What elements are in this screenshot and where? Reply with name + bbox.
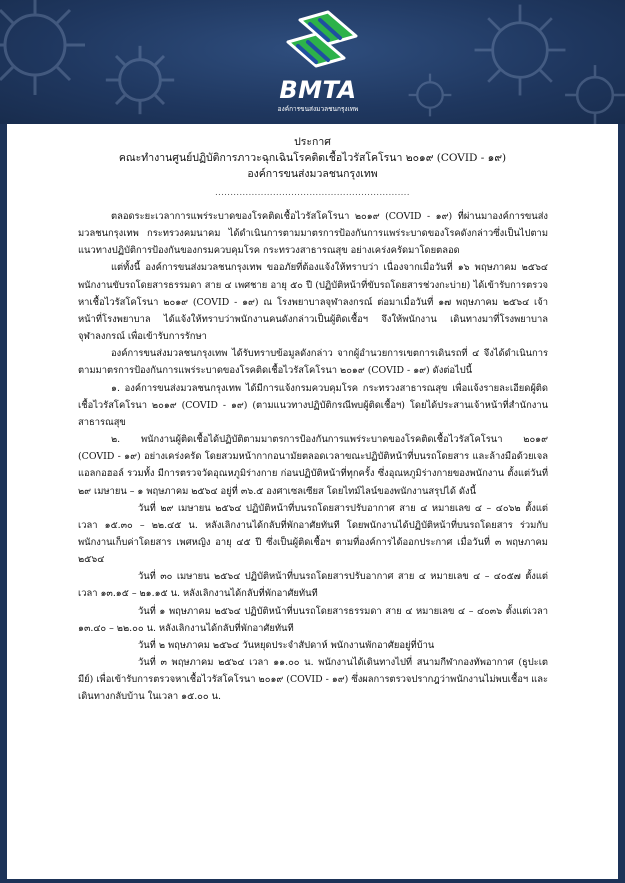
announcement-heading	[7, 134, 618, 182]
heading-line-2: คณะทำงานศูนย์ปฏิบัติการภาวะฉุกเฉินโรคติดเชื้อไวรัสโคโรนา ๒๐๑๙ (COVID - ๑๙)	[118, 152, 507, 164]
timeline-item: วันที่ ๓๐ เมษายน ๒๕๖๔ ปฏิบัติหน้าที่บนรถโดยสารปรับอากาศ สาย ๔ หมายเลข ๔ – ๔๐๕๗ ตั้งแต่เวลา ๑๓.๑๕ – ๒๑.๑๕ น. หลังเลิกงานได้กลับที่พักอาศัยทันที	[78, 571, 548, 600]
heading-divider: ................................................................	[215, 188, 410, 197]
paragraph: ๑. องค์การขนส่งมวลชนกรุงเทพ ได้มีการแจ้งกรมควบคุมโรค กระทรวงสาธารณสุข เพื่อแจ้งรายละเอียดผู้ติดเชื้อไวรัสโคโรนา ๒๐๑๙ (COVID - ๑๙) (ตามแนวทางปฏิบัติกรณีพบผู้ติดเชื้อฯ) โดยได้ประสานเจ้าหน้าที่สำนักงานสาธารณสุข	[78, 382, 548, 428]
paragraph: องค์การขนส่งมวลชนกรุงเทพ ได้รับทราบข้อมูลดังกล่าว จากผู้อำนวยการเขตการเดินรถที่ ๔ จึงได้ดำเนินการตามมาตรการป้องกันการแพร่ระบาดของโรคติดเชื้อไวรัสโคโรนา ๒๐๑๙ (COVID - ๑๙) ดังต่อไปนี้	[78, 348, 548, 377]
logo-subtitle: องค์การขนส่งมวลชนกรุงเทพ	[277, 105, 359, 113]
timeline-item: วันที่ ๒ พฤษภาคม ๒๕๖๔ วันหยุดประจำสัปดาห์ พนักงานพักอาศัยอยู่ที่บ้าน	[138, 639, 435, 651]
virus-decoration-icon	[0, 0, 90, 100]
bmta-logo-mark-icon	[270, 6, 366, 78]
timeline-item: วันที่ ๑ พฤษภาคม ๒๕๖๔ ปฏิบัติหน้าที่บนรถโดยสารธรรมดา สาย ๔ หมายเลข ๔ – ๔๐๓๖ ตั้งแต่เวลา ๑๓.๔๐ – ๒๒.๐๐ น. หลังเลิกงานได้กลับที่พักอาศัยทันที	[78, 605, 548, 634]
heading-line-3: องค์การขนส่งมวลชนกรุงเทพ	[247, 168, 378, 180]
virus-decoration-icon	[560, 60, 625, 124]
header-banner	[0, 0, 625, 124]
paragraph: แต่ทั้งนี้ องค์การขนส่งมวลชนกรุงเทพ ขออภัยที่ต้องแจ้งให้ทราบว่า เนื่องจากเมื่อวันที่ ๑๖ พฤษภาคม ๒๕๖๔ พนักงานขับรถโดยสารธรรมดา สาย ๔ เพศชาย อายุ ๕๐ ปี (ปฏิบัติหน้าที่ขับรถโดยสารช่วงกะบ่าย) ได้เข้ารับการตรวจหาเชื้อไวรัสโคโรนา ๒๐๑๙ (COVID - ๑๙) ณ โรงพยาบาลจุฬาลงกรณ์ ต่อมาเมื่อวันที่ ๑๗ พฤษภาคม ๒๕๖๔ เจ้าหน้าที่โรงพยาบาล ได้แจ้งให้ทราบว่าพนักงานคนดังกล่าวเป็นผู้ติดเชื้อฯ จึงให้พนักงาน เดินทางมาที่โรงพยาบาลจุฬาลงกรณ์ เพื่อเข้ารับการรักษา	[78, 262, 548, 343]
announcement-body	[78, 208, 548, 706]
timeline-item: วันที่ ๓ พฤษภาคม ๒๕๖๔ เวลา ๑๑.๐๐ น. พนักงานได้เดินทางไปที่ สนามกีฬากองทัพอากาศ (ธูปะเตมีย์) เพื่อเข้ารับการตรวจหาเชื้อไวรัสโคโรนา ๒๐๑๙ (COVID - ๑๙) ซึ่งผลการตรวจปรากฎว่าพนักงานไม่พบเชื้อฯ และเดินทางกลับบ้าน ในเวลา ๑๕.๐๐ น.	[78, 657, 548, 703]
virus-decoration-icon	[470, 0, 570, 100]
logo-wordmark: BMTA	[279, 76, 357, 104]
virus-decoration-icon	[100, 40, 180, 120]
heading-line-1: ประกาศ	[294, 136, 331, 148]
timeline-item: วันที่ ๒๙ เมษายน ๒๕๖๔ ปฏิบัติหน้าที่บนรถโดยสารปรับอากาศ สาย ๔ หมายเลข ๔ – ๔๐๖๒ ตั้งแต่เวลา ๑๕.๓๐ – ๒๒.๔๕ น. หลังเลิกงานได้กลับที่พักอาศัยทันที โดยพนักงานได้ปฏิบัติหน้าที่บนรถโดยสาร ร่วมกับพนักงานเก็บค่าโดยสาร เพศหญิง อายุ ๔๕ ปี ซึ่งเป็นผู้ติดเชื้อฯ ตามที่องค์การได้ออกประกาศ เมื่อวันที่ ๓ พฤษภาคม ๒๕๖๔	[78, 502, 548, 566]
bmta-logo	[270, 6, 366, 118]
paragraph: ๒. พนักงานผู้ติดเชื้อได้ปฏิบัติตามมาตรการป้องกันการแพร่ระบาดของโรคติดเชื้อไวรัสโคโรนา ๒๐๑๙ (COVID - ๑๙) อย่างเคร่งครัด โดยสวมหน้ากากอนามัยตลอดเวลาขณะปฏิบัติหน้าที่บนรถโดยสาร และล้างมือด้วยเจลแอลกอฮอล์ รวมทั้ง มีการตรวจวัดอุณหภูมิร่างกาย ก่อนปฏิบัติหน้าที่ทุกครั้ง ซึ่งอุณหภูมิร่างกายของพนักงาน ตั้งแต่วันที่ ๒๙ เมษายน – ๑ พฤษภาคม ๒๕๖๔ อยู่ที่ ๓๖.๕ องศาเซลเซียส โดยไทม์ไลน์ของพนักงานสรุปได้ ดังนี้	[78, 434, 548, 497]
virus-decoration-icon	[405, 70, 455, 120]
announcement-paper	[7, 124, 618, 879]
paragraph: ตลอดระยะเวลาการแพร่ระบาดของโรคติดเชื้อไวรัสโคโรนา ๒๐๑๙ (COVID - ๑๙) ที่ผ่านมาองค์การขนส่งมวลชนกรุงเทพ กระทรวงคมนาคม ได้ดำเนินการตามมาตรการป้องกันการแพร่ระบาดของโรคดังกล่าวซึ่งเป็นไปตามแนวทางปฏิบัติการป้องกันของกรมควบคุมโรค กระทรวงสาธารณสุข อย่างเคร่งครัดมาโดยตลอด	[78, 211, 548, 257]
